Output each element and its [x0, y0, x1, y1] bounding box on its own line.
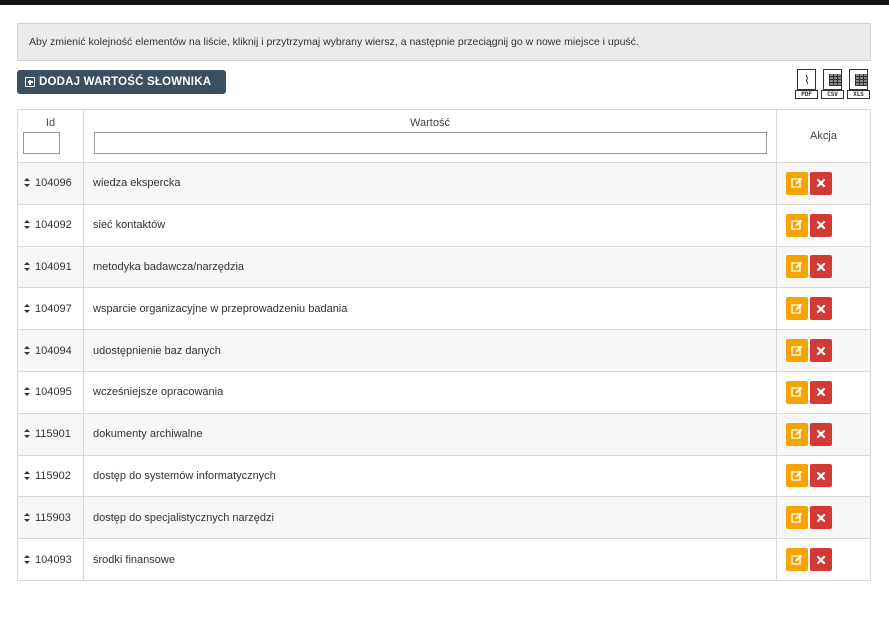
edit-icon [791, 428, 803, 440]
row-action-cell [777, 497, 871, 539]
delete-button[interactable] [810, 548, 832, 571]
export-buttons [795, 69, 870, 99]
row-value-cell [84, 371, 777, 413]
row-id: 104097 [35, 302, 72, 315]
pdf-file-icon: ⌇ [797, 69, 816, 90]
column-header-id [18, 110, 84, 163]
edit-button[interactable] [786, 423, 808, 446]
sort-handle-icon[interactable] [24, 429, 30, 438]
info-text: Aby zmienić kolejność elementów na liście, kliknij i przytrzymaj wybrany wiersz, a następnie przeciągnij go w nowe miejsce i upuść. [29, 36, 639, 48]
row-value: dokumenty archiwalne [93, 428, 203, 441]
row-value: sieć kontaktów [93, 219, 166, 232]
row-action-cell [777, 288, 871, 330]
delete-icon [816, 513, 826, 523]
row-action-cell [777, 246, 871, 288]
delete-icon [816, 471, 826, 481]
row-id: 104093 [35, 553, 72, 566]
id-header-label: Id [45, 117, 56, 129]
edit-icon [791, 219, 803, 231]
table-row[interactable] [18, 371, 871, 413]
dictionary-table [17, 109, 871, 581]
action-header-label: Akcja [810, 130, 837, 142]
table-row[interactable] [18, 330, 871, 372]
row-id: 104094 [35, 344, 72, 357]
delete-button[interactable] [810, 506, 832, 529]
row-value-cell [84, 455, 777, 497]
export-pdf-label: PDF [795, 90, 818, 99]
edit-icon [791, 470, 803, 482]
edit-button[interactable] [786, 464, 808, 487]
edit-button[interactable] [786, 548, 808, 571]
delete-icon [816, 304, 826, 314]
table-row[interactable] [18, 497, 871, 539]
row-id-cell [18, 204, 84, 246]
row-value-cell [84, 163, 777, 205]
row-action-cell [777, 371, 871, 413]
value-header-label: Wartość [410, 117, 450, 129]
delete-button[interactable] [810, 464, 832, 487]
edit-button[interactable] [786, 214, 808, 237]
row-value: metodyka badawcza/narzędzia [93, 260, 245, 273]
row-id: 104091 [35, 260, 72, 273]
sort-handle-icon[interactable] [24, 555, 30, 564]
row-value: dostęp do systemów informatycznych [93, 469, 276, 482]
table-row[interactable] [18, 539, 871, 581]
row-id-cell [18, 330, 84, 372]
sort-handle-icon[interactable] [24, 304, 30, 313]
row-value-cell [84, 246, 777, 288]
row-value: dostęp do specjalistycznych narzędzi [93, 511, 274, 524]
row-value: środki finansowe [93, 553, 175, 566]
export-xls-button[interactable] [847, 69, 870, 99]
value-filter-input[interactable] [94, 132, 767, 154]
row-value: wcześniejsze opracowania [93, 386, 224, 399]
row-action-cell [777, 330, 871, 372]
export-pdf-button[interactable] [795, 69, 818, 99]
row-id: 104092 [35, 219, 72, 232]
edit-button[interactable] [786, 255, 808, 278]
sort-handle-icon[interactable] [24, 471, 30, 480]
delete-button[interactable] [810, 255, 832, 278]
sort-handle-icon[interactable] [24, 262, 30, 271]
row-id: 115903 [35, 511, 71, 524]
edit-button[interactable] [786, 506, 808, 529]
sort-handle-icon[interactable] [24, 513, 30, 522]
edit-icon [791, 386, 803, 398]
export-xls-label: XLS [847, 90, 870, 99]
row-value-cell [84, 539, 777, 581]
sort-handle-icon[interactable] [24, 346, 30, 355]
top-bar [0, 0, 889, 5]
id-filter-input[interactable] [23, 132, 60, 154]
table-row[interactable] [18, 204, 871, 246]
row-value: wsparcie organizacyjne w przeprowadzeniu badania [93, 302, 348, 315]
add-button-label: DODAJ WARTOŚĆ SŁOWNIKA [39, 76, 212, 88]
row-id: 115901 [35, 428, 71, 441]
delete-button[interactable] [810, 423, 832, 446]
row-id: 104095 [35, 386, 72, 399]
table-row[interactable] [18, 413, 871, 455]
sort-handle-icon[interactable] [24, 178, 30, 187]
edit-button[interactable] [786, 339, 808, 362]
row-id-cell [18, 163, 84, 205]
sort-handle-icon[interactable] [24, 387, 30, 396]
edit-icon [791, 177, 803, 189]
row-value-cell [84, 330, 777, 372]
delete-icon [816, 387, 826, 397]
export-csv-button[interactable] [821, 69, 844, 99]
delete-icon [816, 346, 826, 356]
delete-icon [816, 429, 826, 439]
row-id: 104096 [35, 177, 72, 190]
plus-square-icon [25, 77, 35, 87]
row-value-cell [84, 288, 777, 330]
column-header-action [777, 110, 871, 163]
row-value-cell [84, 497, 777, 539]
row-id-cell [18, 413, 84, 455]
edit-button[interactable] [786, 172, 808, 195]
info-message [17, 23, 871, 61]
row-id-cell [18, 497, 84, 539]
delete-button[interactable] [810, 381, 832, 404]
edit-icon [791, 512, 803, 524]
row-id-cell [18, 246, 84, 288]
row-id-cell [18, 288, 84, 330]
delete-icon [816, 262, 826, 272]
row-id-cell [18, 539, 84, 581]
delete-button[interactable] [810, 297, 832, 320]
row-value: udostępnienie baz danych [93, 344, 221, 357]
row-value-cell [84, 413, 777, 455]
delete-button[interactable] [810, 214, 832, 237]
edit-icon [791, 303, 803, 315]
csv-file-icon [823, 69, 842, 90]
table-row[interactable] [18, 455, 871, 497]
column-header-value [84, 110, 777, 163]
edit-icon [791, 554, 803, 566]
edit-icon [791, 261, 803, 273]
sort-handle-icon[interactable] [24, 220, 30, 229]
row-action-cell [777, 455, 871, 497]
delete-icon [816, 555, 826, 565]
row-id-cell [18, 455, 84, 497]
row-action-cell [777, 204, 871, 246]
row-action-cell [777, 413, 871, 455]
row-action-cell [777, 163, 871, 205]
table-row[interactable] [18, 288, 871, 330]
row-action-cell [777, 539, 871, 581]
edit-icon [791, 345, 803, 357]
table-row[interactable] [18, 246, 871, 288]
row-id: 115902 [35, 469, 71, 482]
edit-button[interactable] [786, 381, 808, 404]
xls-file-icon [849, 69, 868, 90]
add-dictionary-value-button[interactable] [17, 70, 226, 94]
delete-button[interactable] [810, 339, 832, 362]
table-header-row [18, 110, 871, 163]
row-value-cell [84, 204, 777, 246]
row-value: wiedza ekspercka [93, 177, 181, 190]
edit-button[interactable] [786, 297, 808, 320]
export-csv-label: CSV [821, 90, 844, 99]
delete-icon [816, 178, 826, 188]
table-row[interactable] [18, 163, 871, 205]
delete-button[interactable] [810, 172, 832, 195]
row-id-cell [18, 371, 84, 413]
delete-icon [816, 220, 826, 230]
